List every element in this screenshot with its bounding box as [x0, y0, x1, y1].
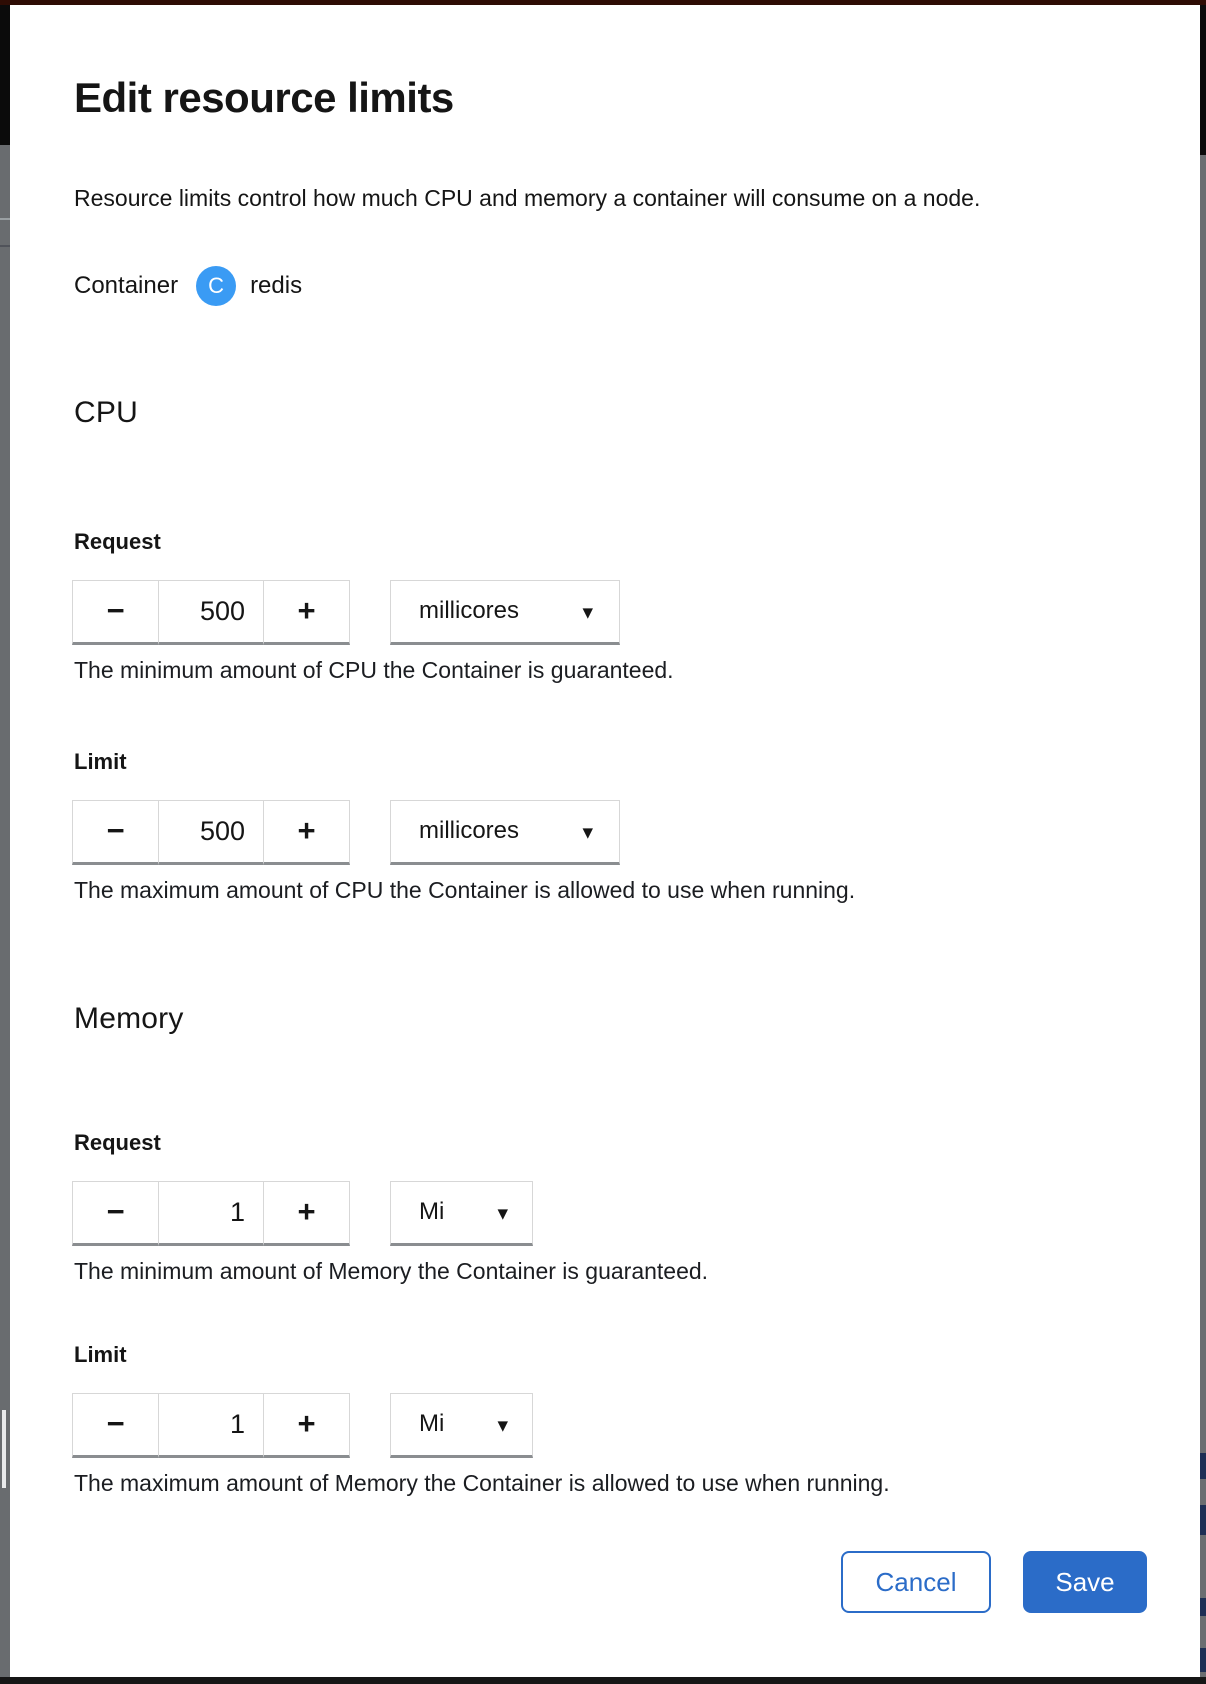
backdrop-bottom [0, 1677, 1206, 1684]
cpu-limit-input-row [72, 800, 1140, 865]
caret-down-icon: ▾ [582, 601, 593, 625]
minus-icon[interactable]: − [72, 580, 159, 645]
backdrop-artifact [1200, 1648, 1206, 1672]
backdrop-artifact [0, 218, 10, 220]
cpu-limit-help-text: The maximum amount of CPU the Container is allowed to use when running. [74, 876, 856, 903]
edit-resource-limits-modal [10, 5, 1200, 1677]
caret-down-icon: ▾ [497, 1202, 508, 1226]
plus-icon[interactable]: + [263, 580, 350, 645]
cpu-section-heading: CPU [74, 395, 138, 429]
memory-request-unit-value: Mi [419, 1198, 445, 1226]
memory-limit-help-text: The maximum amount of Memory the Container is allowed to use when running. [74, 1469, 890, 1496]
memory-limit-value-input[interactable] [158, 1393, 264, 1458]
cancel-button[interactable]: Cancel [841, 1551, 991, 1613]
backdrop-left [0, 5, 10, 1677]
cpu-limit-value-input[interactable] [158, 800, 264, 865]
plus-icon[interactable]: + [263, 800, 350, 865]
plus-icon[interactable]: + [263, 1393, 350, 1458]
container-row [74, 266, 1140, 306]
backdrop-right [1200, 5, 1206, 1677]
memory-limit-spinner [72, 1393, 350, 1458]
modal-footer [10, 1551, 1200, 1613]
caret-down-icon: ▾ [582, 821, 593, 845]
backdrop-artifact [0, 245, 10, 247]
memory-limit-label: Limit [74, 1341, 127, 1367]
container-badge-icon: C [196, 266, 236, 306]
memory-request-value-input[interactable] [158, 1181, 264, 1246]
cpu-request-value-input[interactable] [158, 580, 264, 645]
cpu-request-help-text: The minimum amount of CPU the Container is guaranteed. [74, 656, 674, 683]
minus-icon[interactable]: − [72, 1393, 159, 1458]
backdrop-left-dark [0, 5, 10, 145]
memory-request-unit-dropdown[interactable] [390, 1181, 533, 1246]
plus-icon[interactable]: + [263, 1181, 350, 1246]
memory-request-label: Request [74, 1129, 161, 1155]
cpu-limit-unit-value: millicores [419, 817, 520, 845]
save-button[interactable]: Save [1023, 1551, 1147, 1613]
modal-title: Edit resource limits [74, 74, 454, 121]
cpu-limit-spinner [72, 800, 350, 865]
memory-limit-unit-dropdown[interactable] [390, 1393, 533, 1458]
container-label: Container [74, 271, 179, 299]
cpu-request-unit-dropdown[interactable] [390, 580, 620, 645]
backdrop-artifact [2, 1410, 6, 1488]
cpu-request-input-row [72, 580, 1140, 645]
cpu-limit-label: Limit [74, 748, 127, 774]
backdrop-artifact [1200, 1598, 1206, 1616]
minus-icon[interactable]: − [72, 800, 159, 865]
minus-icon[interactable]: − [72, 1181, 159, 1246]
caret-down-icon: ▾ [497, 1414, 508, 1438]
memory-request-help-text: The minimum amount of Memory the Container is guaranteed. [74, 1257, 709, 1284]
memory-request-input-row [72, 1181, 1140, 1246]
modal-description: Resource limits control how much CPU and memory a container will consume on a node. [74, 185, 981, 212]
cpu-request-unit-value: millicores [419, 597, 520, 625]
cpu-request-spinner [72, 580, 350, 645]
backdrop-right-dark [1200, 5, 1206, 155]
memory-limit-unit-value: Mi [419, 1410, 445, 1438]
cpu-limit-unit-dropdown[interactable] [390, 800, 620, 865]
memory-request-spinner [72, 1181, 350, 1246]
container-name: redis [250, 271, 303, 299]
memory-limit-input-row [72, 1393, 1140, 1458]
backdrop-artifact [1200, 1505, 1206, 1535]
backdrop-artifact [1200, 1453, 1206, 1479]
cpu-request-label: Request [74, 528, 161, 554]
memory-section-heading: Memory [74, 1001, 184, 1035]
